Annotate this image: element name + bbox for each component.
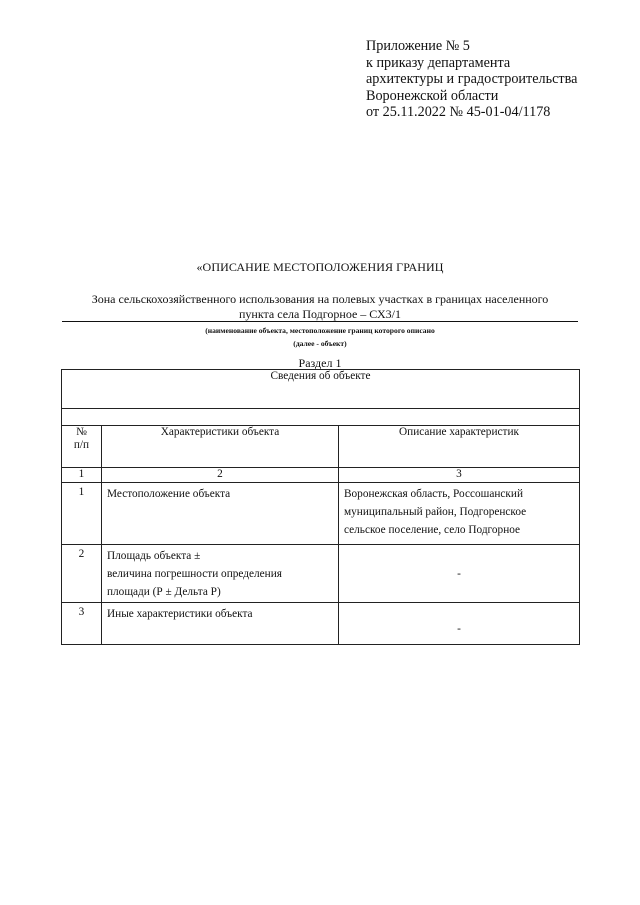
object-info-table: [61, 369, 580, 645]
description-line: сельское поселение, село Подгорное: [344, 524, 521, 536]
appendix-line: Воронежской области: [366, 87, 499, 104]
object-caption: [62, 324, 578, 350]
index-cell: 2: [102, 468, 339, 483]
row-number: 1: [62, 483, 102, 545]
object-name-line: Зона сельскохозяйственного использования на полевых участках в границах населенного: [91, 292, 549, 306]
table-heading: Сведения об объекте: [62, 370, 580, 409]
characteristic-line: Иные характеристики объекта: [107, 608, 253, 620]
object-name-line: пункта села Подгорное – СХ3/1: [239, 307, 401, 321]
table-index-row: [62, 468, 580, 483]
description-line: Воронежская область, Россошанский: [344, 488, 523, 500]
characteristic-line: Площадь объекта ±: [107, 550, 201, 562]
description-line: муниципальный район, Подгоренское: [344, 506, 527, 518]
table-header-row: [62, 426, 580, 468]
characteristic-line: площади (Р ± Дельта Р): [107, 586, 221, 598]
row-description: -: [339, 545, 580, 603]
empty-cell: [62, 409, 580, 426]
row-characteristic: [102, 545, 339, 603]
row-description: [339, 483, 580, 545]
table-empty-row: [62, 409, 580, 426]
column-header-num-line: п/п: [73, 439, 90, 451]
row-number: 3: [62, 603, 102, 645]
column-header-description: Описание характеристик: [339, 426, 580, 468]
appendix-line: к приказу департамента: [366, 54, 511, 71]
appendix-line: Приложение № 5: [366, 38, 470, 54]
row-number: 2: [62, 545, 102, 603]
table-row: [62, 483, 580, 545]
index-cell: 1: [62, 468, 102, 483]
column-header-characteristic: Характеристики объекта: [102, 426, 339, 468]
caption-line: (далее - объект): [293, 339, 347, 348]
object-name-underline: [62, 321, 578, 322]
table-row: [62, 603, 580, 645]
appendix-header: [366, 38, 628, 121]
table-heading-row: [62, 370, 580, 409]
table-row: [62, 545, 580, 603]
row-description: -: [339, 603, 580, 645]
document-title: «ОПИСАНИЕ МЕСТОПОЛОЖЕНИЯ ГРАНИЦ: [196, 260, 444, 274]
characteristic-line: Местоположение объекта: [107, 488, 231, 500]
row-characteristic: [102, 483, 339, 545]
row-characteristic: [102, 603, 339, 645]
section-label: Раздел 1: [298, 356, 342, 370]
appendix-line: архитектуры и градостроительства: [366, 71, 578, 88]
column-header-num: [62, 426, 102, 468]
column-header-num-line: №: [76, 426, 87, 438]
caption-line: (наименование объекта, местоположение границ которого описано: [205, 326, 435, 335]
characteristic-line: величина погрешности определения: [107, 568, 282, 580]
object-name: [62, 292, 578, 322]
appendix-line: от 25.11.2022 № 45-01-04/1178: [366, 104, 551, 121]
index-cell: 3: [339, 468, 580, 483]
